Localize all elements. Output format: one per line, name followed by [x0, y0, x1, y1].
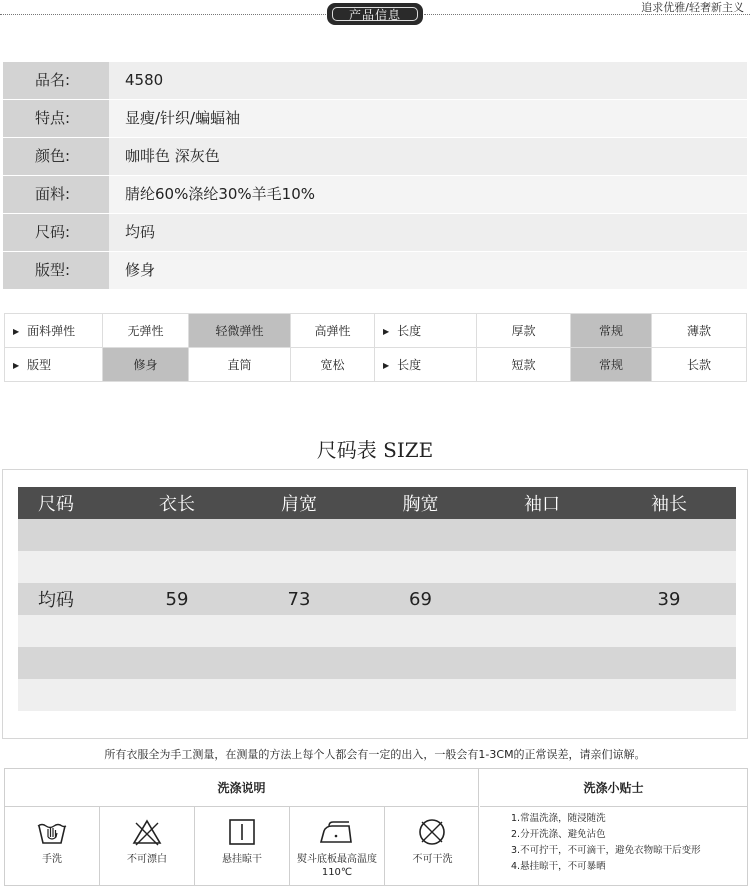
info-value: 4580	[125, 71, 164, 89]
wash-icon-cell	[100, 807, 195, 885]
table-cell	[482, 551, 602, 583]
size-table-frame	[2, 469, 748, 739]
table-cell	[115, 551, 239, 583]
info-label: 版型:	[3, 252, 109, 289]
table-cell: 73	[239, 583, 359, 615]
table-cell	[115, 679, 239, 711]
table-cell	[602, 679, 736, 711]
table-cell: 69	[359, 583, 482, 615]
table-cell	[482, 679, 602, 711]
no-bleach-icon	[131, 817, 163, 847]
table-cell	[359, 647, 482, 679]
info-row	[3, 252, 747, 290]
attribute-grid	[4, 313, 747, 382]
info-value: 均码	[125, 223, 156, 241]
size-table	[18, 487, 736, 711]
table-cell	[359, 615, 482, 647]
wash-icon-cell	[290, 807, 385, 885]
column-header: 尺码	[18, 487, 115, 519]
table-cell	[115, 647, 239, 679]
attribute-option: 直筒	[189, 348, 291, 382]
product-info-table	[3, 62, 747, 290]
table-row	[18, 551, 736, 583]
triangle-bullet-icon: ▶	[13, 327, 20, 336]
wash-icon-label: 不可漂白	[127, 854, 167, 865]
attribute-label: ▶ 长度	[375, 314, 477, 348]
info-row	[3, 100, 747, 138]
section-header	[0, 0, 750, 30]
table-cell: 均码	[18, 583, 115, 615]
attribute-label: ▶ 长度	[375, 348, 477, 382]
table-cell: 59	[115, 583, 239, 615]
table-row	[18, 615, 736, 647]
table-cell	[482, 615, 602, 647]
wash-icon-cell	[5, 807, 100, 885]
column-header: 肩宽	[239, 487, 359, 519]
info-label: 特点:	[3, 100, 109, 137]
info-value: 显瘦/针织/蝙蝠袖	[125, 109, 241, 127]
wash-icon-label: 悬挂晾干	[222, 854, 262, 865]
table-cell	[359, 551, 482, 583]
list-item: 3.不可拧干，不可滴干，避免衣物晾干后变形	[511, 845, 701, 856]
table-cell	[239, 519, 359, 551]
triangle-bullet-icon: ▶	[383, 327, 390, 336]
attribute-option: 无弹性	[103, 314, 189, 348]
table-cell	[239, 679, 359, 711]
table-cell	[18, 647, 115, 679]
table-cell	[18, 519, 115, 551]
table-cell	[482, 583, 602, 615]
wash-icon-label: 熨斗底板最高温度110℃	[297, 854, 377, 878]
wash-tips-list	[511, 811, 747, 875]
attribute-label: ▶ 版型	[5, 348, 103, 382]
column-header: 胸宽	[359, 487, 482, 519]
info-row	[3, 62, 747, 100]
table-cell	[115, 519, 239, 551]
table-cell	[602, 519, 736, 551]
table-row	[18, 647, 736, 679]
table-row	[18, 679, 736, 711]
section-badge-label: 产品信息	[332, 7, 418, 21]
wash-icon-label: 不可干洗	[412, 854, 453, 865]
list-item: 1.常温洗涤，随浸随洗	[511, 813, 606, 824]
section-badge	[327, 3, 423, 25]
attribute-label: ▶ 面料弹性	[5, 314, 103, 348]
attribute-row	[5, 348, 747, 382]
info-row	[3, 214, 747, 252]
attribute-option-selected: 轻微弹性	[189, 314, 291, 348]
triangle-bullet-icon: ▶	[383, 361, 390, 370]
table-cell	[602, 615, 736, 647]
table-cell	[18, 551, 115, 583]
column-header: 袖长	[602, 487, 736, 519]
wash-section	[4, 768, 748, 886]
table-cell	[482, 647, 602, 679]
table-cell	[239, 615, 359, 647]
info-label: 品名:	[3, 62, 109, 99]
info-label: 尺码:	[3, 214, 109, 251]
info-value: 腈纶60%涤纶30%羊毛10%	[125, 185, 316, 203]
attribute-option-selected: 常规	[571, 348, 652, 382]
attribute-option-selected: 常规	[571, 314, 652, 348]
table-cell	[18, 679, 115, 711]
table-cell	[482, 519, 602, 551]
hand-wash-icon	[36, 817, 68, 847]
info-label: 面料:	[3, 176, 109, 213]
table-cell	[602, 647, 736, 679]
size-table-header	[18, 487, 736, 519]
table-cell	[18, 615, 115, 647]
wash-icon-label: 手洗	[42, 854, 62, 865]
table-cell	[359, 519, 482, 551]
table-row	[18, 583, 736, 615]
attribute-option: 薄款	[652, 314, 747, 348]
hang-dry-icon	[226, 817, 258, 847]
brand-slogan: 追求优雅/轻奢新主义	[641, 1, 744, 14]
table-cell	[115, 615, 239, 647]
attribute-option-selected: 修身	[103, 348, 189, 382]
table-row	[18, 519, 736, 551]
attribute-option: 长款	[652, 348, 747, 382]
table-cell	[359, 679, 482, 711]
info-label: 颜色:	[3, 138, 109, 175]
attribute-option: 短款	[477, 348, 571, 382]
attribute-option: 厚款	[477, 314, 571, 348]
list-item: 2.分开洗涤、避免沾色	[511, 829, 606, 840]
measurement-note: 所有衣服全为手工测量，在测量的方法上每个人都会有一定的出入，一般会有1-3CM的正常误差，请亲们谅解。	[104, 748, 646, 761]
attribute-option: 宽松	[291, 348, 375, 382]
triangle-bullet-icon: ▶	[13, 361, 20, 370]
table-cell: 39	[602, 583, 736, 615]
size-table-title: 尺码表 SIZE	[316, 438, 434, 462]
no-dry-clean-icon	[416, 817, 448, 847]
list-item: 4.悬挂晾干，不可暴晒	[511, 861, 606, 872]
info-value: 咖啡色 深灰色	[125, 147, 220, 165]
wash-tips-title: 洗涤小贴士	[480, 769, 747, 807]
table-cell	[239, 551, 359, 583]
info-value: 修身	[125, 261, 156, 279]
header-divider-left	[0, 14, 326, 15]
attribute-row	[5, 314, 747, 348]
column-header: 衣长	[115, 487, 239, 519]
table-cell	[602, 551, 736, 583]
info-row	[3, 138, 747, 176]
attribute-option: 高弹性	[291, 314, 375, 348]
wash-icon-cell	[385, 807, 480, 885]
wash-icons	[5, 807, 479, 885]
wash-instructions-title: 洗涤说明	[5, 769, 479, 807]
column-header: 袖口	[482, 487, 602, 519]
table-cell	[239, 647, 359, 679]
info-row	[3, 176, 747, 214]
iron-110-icon	[319, 817, 355, 847]
wash-icon-cell	[195, 807, 290, 885]
